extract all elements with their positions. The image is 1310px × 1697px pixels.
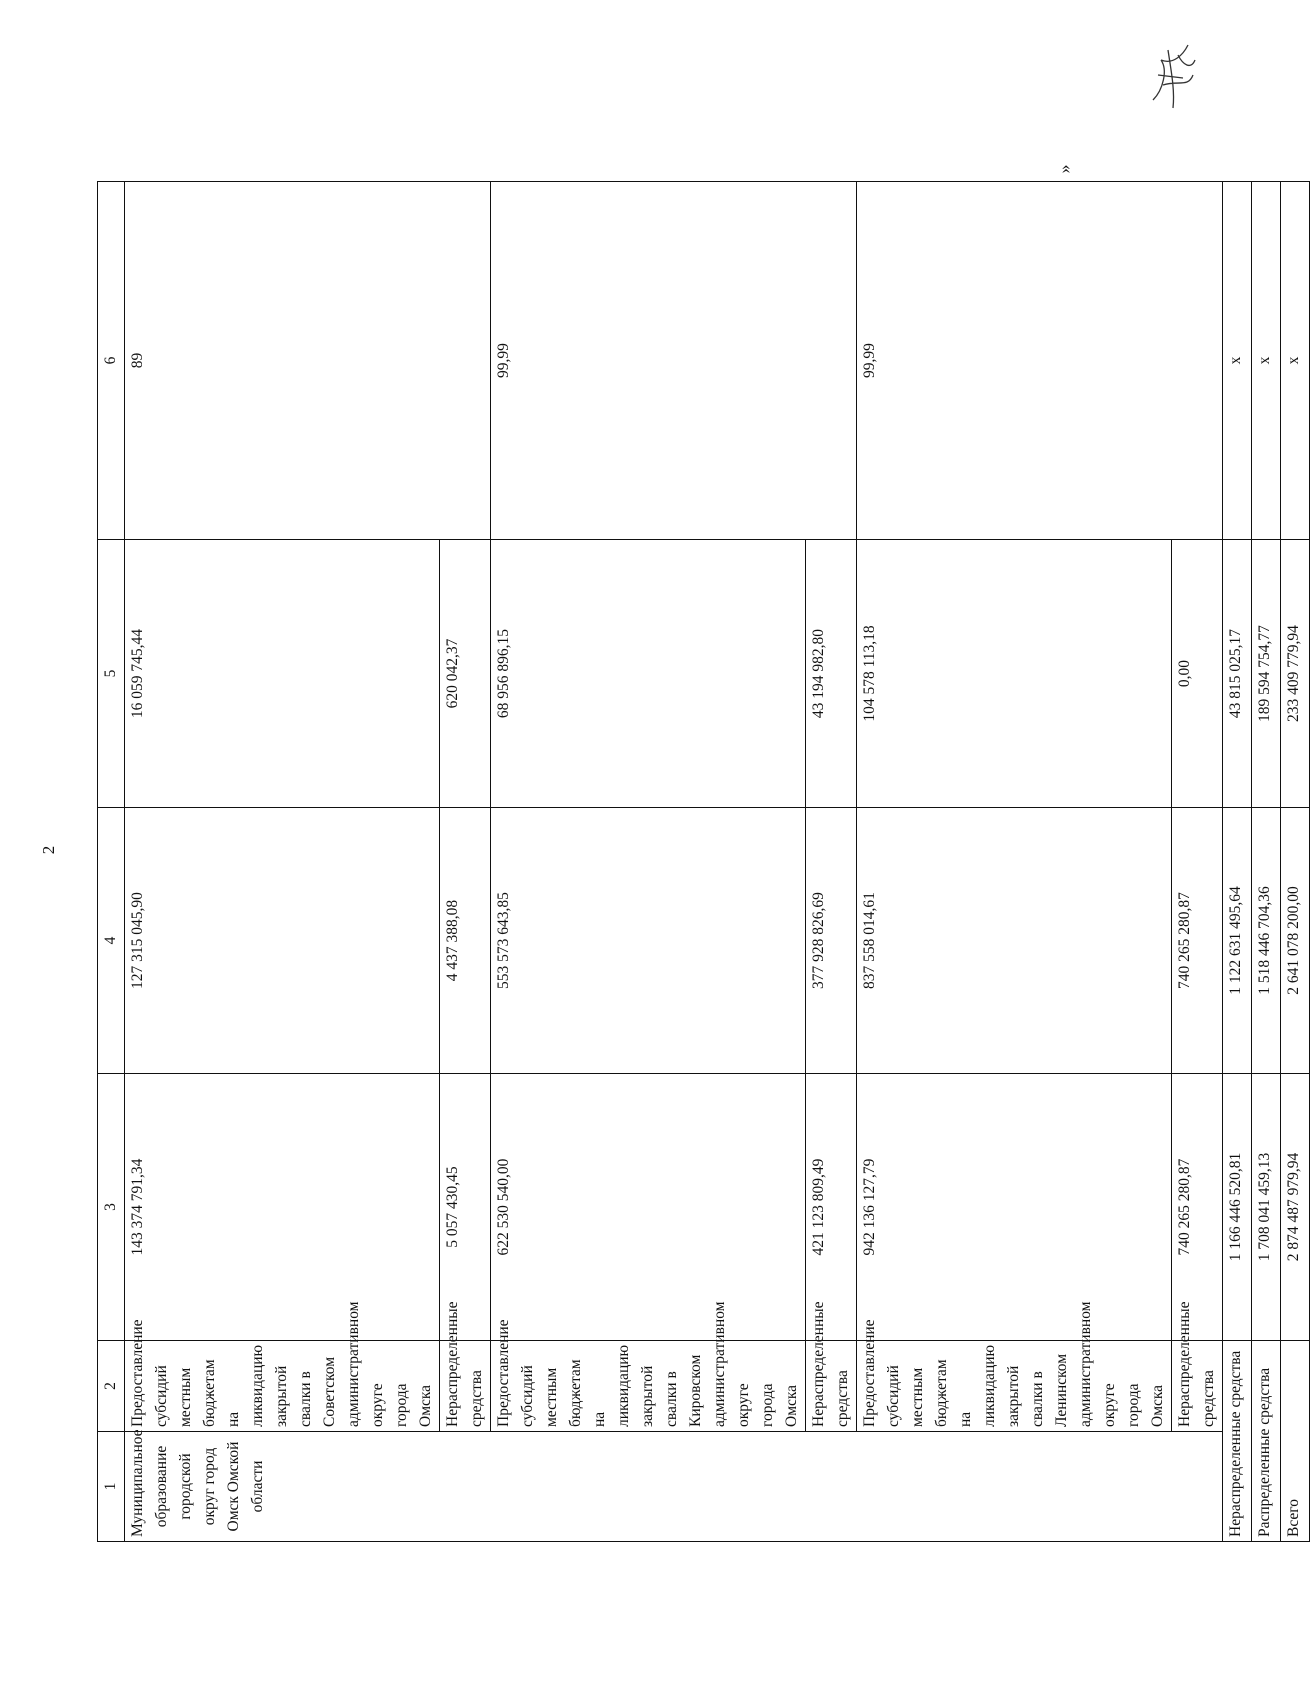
cell-col6: 99,99 — [491, 182, 857, 540]
item-name: Предоставление субсидий местным бюджетам на ликвидацию закрытой свалки в Ленинском административном округе города Омска — [857, 1341, 1172, 1432]
table-row — [125, 182, 440, 1542]
cell-col3: 421 123 809,49 — [806, 1074, 857, 1341]
cell-col5: 0,00 — [1172, 540, 1223, 808]
total-row-all — [1281, 182, 1310, 1542]
total-row-undistributed — [1223, 182, 1252, 1542]
signature-mark — [1133, 30, 1208, 120]
cell-col3: 143 374 791,34 — [125, 1074, 440, 1341]
cell-col5: 43 815 025,17 — [1223, 540, 1252, 808]
cell-col4: 1 518 446 704,36 — [1252, 808, 1281, 1074]
cell-col3: 942 136 127,79 — [857, 1074, 1172, 1341]
cell-col5: 43 194 982,80 — [806, 540, 857, 808]
cell-col6: x — [1223, 182, 1252, 540]
header-col-2: 2 — [98, 1341, 125, 1432]
total-label: Всего — [1281, 1341, 1310, 1542]
cell-col4: 1 122 631 495,64 — [1223, 808, 1252, 1074]
header-col-1: 1 — [98, 1432, 125, 1542]
header-row — [98, 182, 125, 1542]
total-row-distributed — [1252, 182, 1281, 1542]
cell-col3: 5 057 430,45 — [440, 1074, 491, 1341]
total-label: Нераспределенные средства — [1223, 1341, 1252, 1542]
cell-col3: 2 874 487 979,94 — [1281, 1074, 1310, 1341]
cell-col4: 377 928 826,69 — [806, 808, 857, 1074]
page-number: 2 — [39, 845, 58, 855]
cell-col3: 622 530 540,00 — [491, 1074, 806, 1341]
cell-col5: 68 956 896,15 — [491, 540, 806, 808]
closing-quote-mark: » — [1054, 164, 1074, 174]
item-name: Нераспределенные средства — [1172, 1341, 1223, 1432]
cell-col3: 740 265 280,87 — [1172, 1074, 1223, 1341]
table-row — [491, 182, 806, 1542]
item-name: Нераспределенные средства — [806, 1341, 857, 1432]
cell-col5: 233 409 779,94 — [1281, 540, 1310, 808]
header-col-5: 5 — [98, 540, 125, 808]
cell-col4: 4 437 388,08 — [440, 808, 491, 1074]
cell-col6: 99,99 — [857, 182, 1223, 540]
header-col-3: 3 — [98, 1074, 125, 1341]
cell-col6: x — [1252, 182, 1281, 540]
municipality-cell: Муниципальное образование городской округ город Омск Омской области — [125, 1432, 1223, 1542]
header-col-6: 6 — [98, 182, 125, 540]
data-table-container — [97, 182, 1302, 1542]
table-row — [857, 182, 1172, 1542]
cell-col6: 89 — [125, 182, 491, 540]
cell-col3: 1 708 041 459,13 — [1252, 1074, 1281, 1341]
cell-col4: 740 265 280,87 — [1172, 808, 1223, 1074]
cell-col4: 127 315 045,90 — [125, 808, 440, 1074]
total-label: Распределенные средства — [1252, 1341, 1281, 1542]
cell-col5: 16 059 745,44 — [125, 540, 440, 808]
item-name: Предоставление субсидий местным бюджетам на ликвидацию закрытой свалки в Кировском административном округе города Омска — [491, 1341, 806, 1432]
cell-col6: x — [1281, 182, 1310, 540]
item-name: Нераспределенные средства — [440, 1341, 491, 1432]
header-col-4: 4 — [98, 808, 125, 1074]
cell-col4: 2 641 078 200,00 — [1281, 808, 1310, 1074]
cell-col5: 189 594 754,77 — [1252, 540, 1281, 808]
cell-col4: 553 573 643,85 — [491, 808, 806, 1074]
cell-col3: 1 166 446 520,81 — [1223, 1074, 1252, 1341]
cell-col4: 837 558 014,61 — [857, 808, 1172, 1074]
cell-col5: 104 578 113,18 — [857, 540, 1172, 808]
item-name: Предоставление субсидий местным бюджетам на ликвидацию закрытой свалки в Советском административном округе города Омска — [125, 1341, 440, 1432]
data-table — [97, 181, 1310, 1542]
cell-col5: 620 042,37 — [440, 540, 491, 808]
